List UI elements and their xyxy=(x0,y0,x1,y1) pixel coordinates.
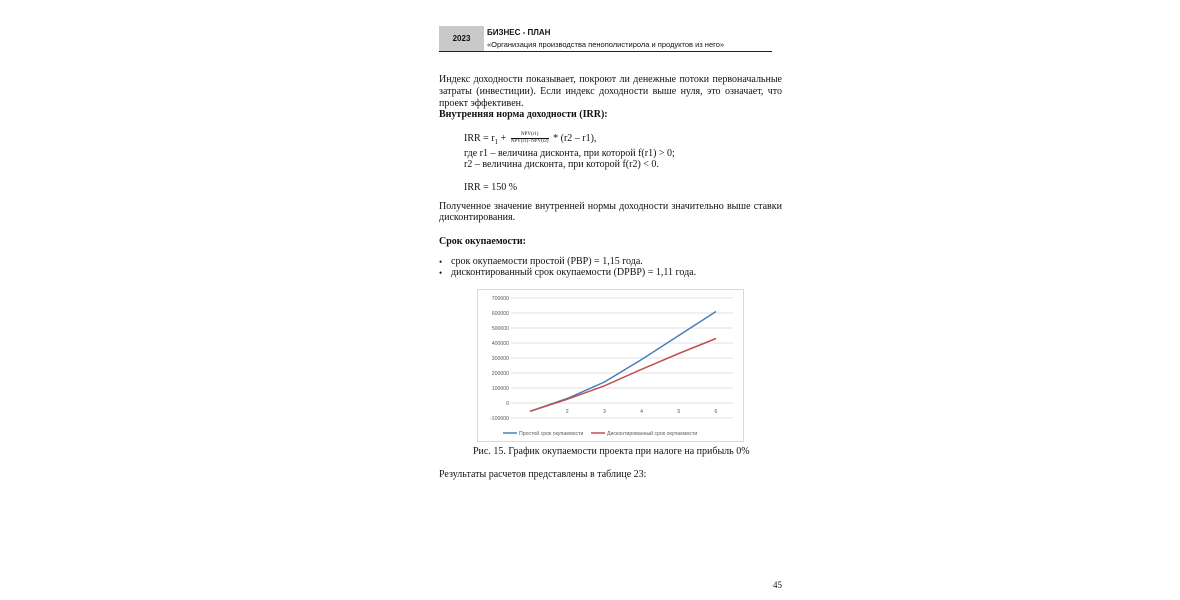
header-title: БИЗНЕС - ПЛАН xyxy=(487,28,551,37)
page-number: 45 xyxy=(773,580,782,590)
irr-where-2: r2 – величина дисконта, при которой f(r2) < 0. xyxy=(464,159,659,170)
legend-label: Простой срок окупаемости xyxy=(519,431,584,437)
header-divider xyxy=(439,51,772,52)
y-tick-label: 500000 xyxy=(491,326,509,332)
x-tick-label: 6 xyxy=(714,409,718,415)
header-year: 2023 xyxy=(439,26,484,51)
formula-suffix: * (r2 – r1), xyxy=(553,132,597,144)
pi-line-2: затраты (инвестиции). Если индекс доходности выше нуля, это означает, что xyxy=(439,86,782,97)
y-tick-label: 600000 xyxy=(491,311,509,317)
payback-item-1: срок окупаемости простой (PBP) = 1,15 года. xyxy=(451,256,643,267)
y-tick-label: 0 xyxy=(506,401,509,407)
payback-heading: Срок окупаемости: xyxy=(439,236,526,247)
formula-sub: 1 xyxy=(494,137,499,146)
x-tick-label: 4 xyxy=(640,409,644,415)
pi-line-3: проект эффективен. xyxy=(439,98,524,109)
results-text: Результаты расчетов представлены в таблице 23: xyxy=(439,469,647,480)
irr-formula xyxy=(464,132,596,148)
x-tick-label: 2 xyxy=(565,409,569,415)
legend-label: Дисконтированный срок окупаемости xyxy=(607,431,698,437)
irr-where-1: где r1 – величина дисконта, при которой f(r1) > 0; xyxy=(464,148,675,159)
header-subtitle: «Организация производства пенополистирола и продуктов из него» xyxy=(487,40,725,49)
irr-heading: Внутренняя норма доходности (IRR): xyxy=(439,109,608,120)
y-tick-label: 700000 xyxy=(491,296,509,302)
payback-chart xyxy=(477,289,744,442)
fraction-denominator: NPV(r1)−NPV(r2) xyxy=(510,139,549,144)
bullet-icon: • xyxy=(439,257,443,267)
y-tick-label: 100000 xyxy=(491,386,509,392)
x-tick-label: 3 xyxy=(602,409,606,415)
chart-canvas xyxy=(478,290,743,441)
formula-fraction xyxy=(511,132,549,145)
x-tick-label: 5 xyxy=(677,409,681,415)
formula-plus: + xyxy=(498,132,507,144)
irr-result: IRR = 150 % xyxy=(464,182,518,193)
y-tick-label: 400000 xyxy=(491,341,509,347)
irr-conclusion-2: дисконтирования. xyxy=(439,212,516,223)
payback-item-2: дисконтированный срок окупаемости (DPBP) = 1,11 года. xyxy=(451,267,697,278)
fraction-numerator: NPV(r1) xyxy=(511,132,549,139)
y-tick-label: 200000 xyxy=(491,371,509,377)
formula-prefix: IRR = r xyxy=(464,132,495,144)
y-tick-label: -100000 xyxy=(489,416,509,422)
y-tick-label: 300000 xyxy=(491,356,509,362)
figure-caption: Рис. 15. График окупаемости проекта при налоге на прибыль 0% xyxy=(473,446,750,457)
series-line-1 xyxy=(530,312,716,412)
pi-line-1: Индекс доходности показывает, покроют ли денежные потоки первоначальные xyxy=(439,74,782,85)
bullet-icon: • xyxy=(439,268,443,278)
irr-conclusion-1: Полученное значение внутренней нормы доходности значительно выше ставки xyxy=(439,201,782,212)
series-line-2 xyxy=(530,339,716,412)
